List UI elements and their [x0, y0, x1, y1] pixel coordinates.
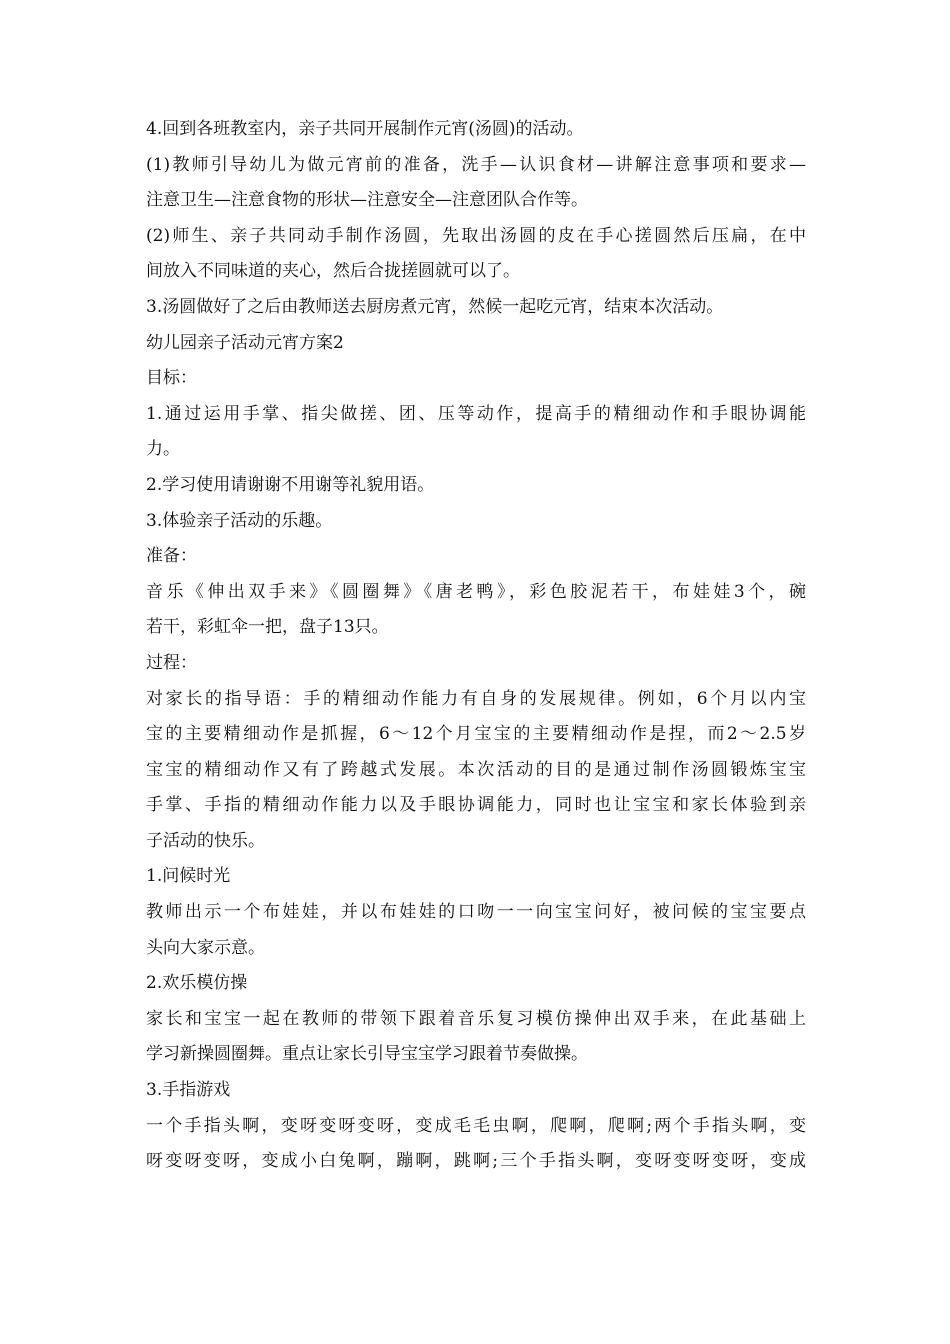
text-line: 呀变呀变呀，变成小白兔啊，蹦啊，跳啊;三个手指头啊，变呀变呀变呀，变成 — [146, 1151, 806, 1172]
text-line: 教师出示一个布娃娃，并以布娃娃的口吻一一向宝宝问好，被问候的宝宝要点 — [146, 902, 806, 923]
text-line: 4.回到各班教室内，亲子共同开展制作元宵(汤圆)的活动。 — [146, 119, 584, 139]
text-line: (2)师生、亲子共同动手制作汤圆，先取出汤圆的皮在手心搓圆然后压扁，在中 — [146, 225, 806, 246]
document-page — [146, 112, 806, 1180]
text-line: 3.汤圆做好了之后由教师送去厨房煮元宵，然候一起吃元宵，结束本次活动。 — [146, 296, 724, 317]
text-line: 2.学习使用请谢谢不用谢等礼貌用语。 — [146, 474, 435, 495]
text-line: 若干，彩虹伞一把，盘子13只。 — [146, 617, 389, 638]
section-title: 幼儿园亲子活动元宵方案2 — [146, 332, 344, 353]
text-line: 头向大家示意。 — [146, 937, 265, 958]
text-line: 注意卫生—注意食物的形状—注意安全—注意团队合作等。 — [146, 190, 588, 211]
text-line: 宝的主要精细动作是抓握，6～12个月宝宝的主要精细动作是捏，而2～2.5岁 — [146, 724, 806, 745]
subsection-heading: 2.欢乐模仿操 — [146, 973, 248, 994]
text-line: 手掌、手指的精细动作能力以及手眼协调能力，同时也让宝宝和家长体验到亲 — [146, 795, 806, 816]
text-line: 子活动的快乐。 — [146, 830, 265, 851]
text-line: 3.体验亲子活动的乐趣。 — [146, 510, 333, 531]
text-line: 1.通过运用手掌、指尖做搓、团、压等动作，提高手的精细动作和手眼协调能 — [146, 403, 806, 424]
text-line: 学习新操圆圈舞。重点让家长引导宝宝学习跟着节奏做操。 — [146, 1044, 588, 1065]
text-line: 力。 — [146, 439, 180, 460]
text-line: 宝宝的精细动作又有了跨越式发展。本次活动的目的是通过制作汤圆锻炼宝宝 — [146, 759, 806, 780]
subsection-heading: 1.问候时光 — [146, 866, 231, 887]
subsection-heading: 3.手指游戏 — [146, 1080, 231, 1101]
section-heading: 过程： — [146, 652, 197, 673]
text-line: 间放入不同味道的夹心，然后合拢搓圆就可以了。 — [146, 261, 520, 282]
text-line: 家长和宝宝一起在教师的带领下跟着音乐复习模仿操伸出双手来，在此基础上 — [146, 1008, 806, 1029]
text-line: 对家长的指导语：手的精细动作能力有自身的发展规律。例如，6个月以内宝 — [146, 688, 806, 709]
section-heading: 准备： — [146, 546, 197, 567]
text-line: 音乐《伸出双手来》《圆圈舞》《唐老鸭》，彩色胶泥若干，布娃娃3个，碗 — [146, 581, 806, 602]
text-line: (1)教师引导幼儿为做元宵前的准备，洗手—认识食材—讲解注意事项和要求— — [146, 154, 806, 175]
text-line: 一个手指头啊，变呀变呀变呀，变成毛毛虫啊，爬啊，爬啊;两个手指头啊，变 — [146, 1115, 806, 1136]
section-heading: 目标： — [146, 368, 197, 389]
